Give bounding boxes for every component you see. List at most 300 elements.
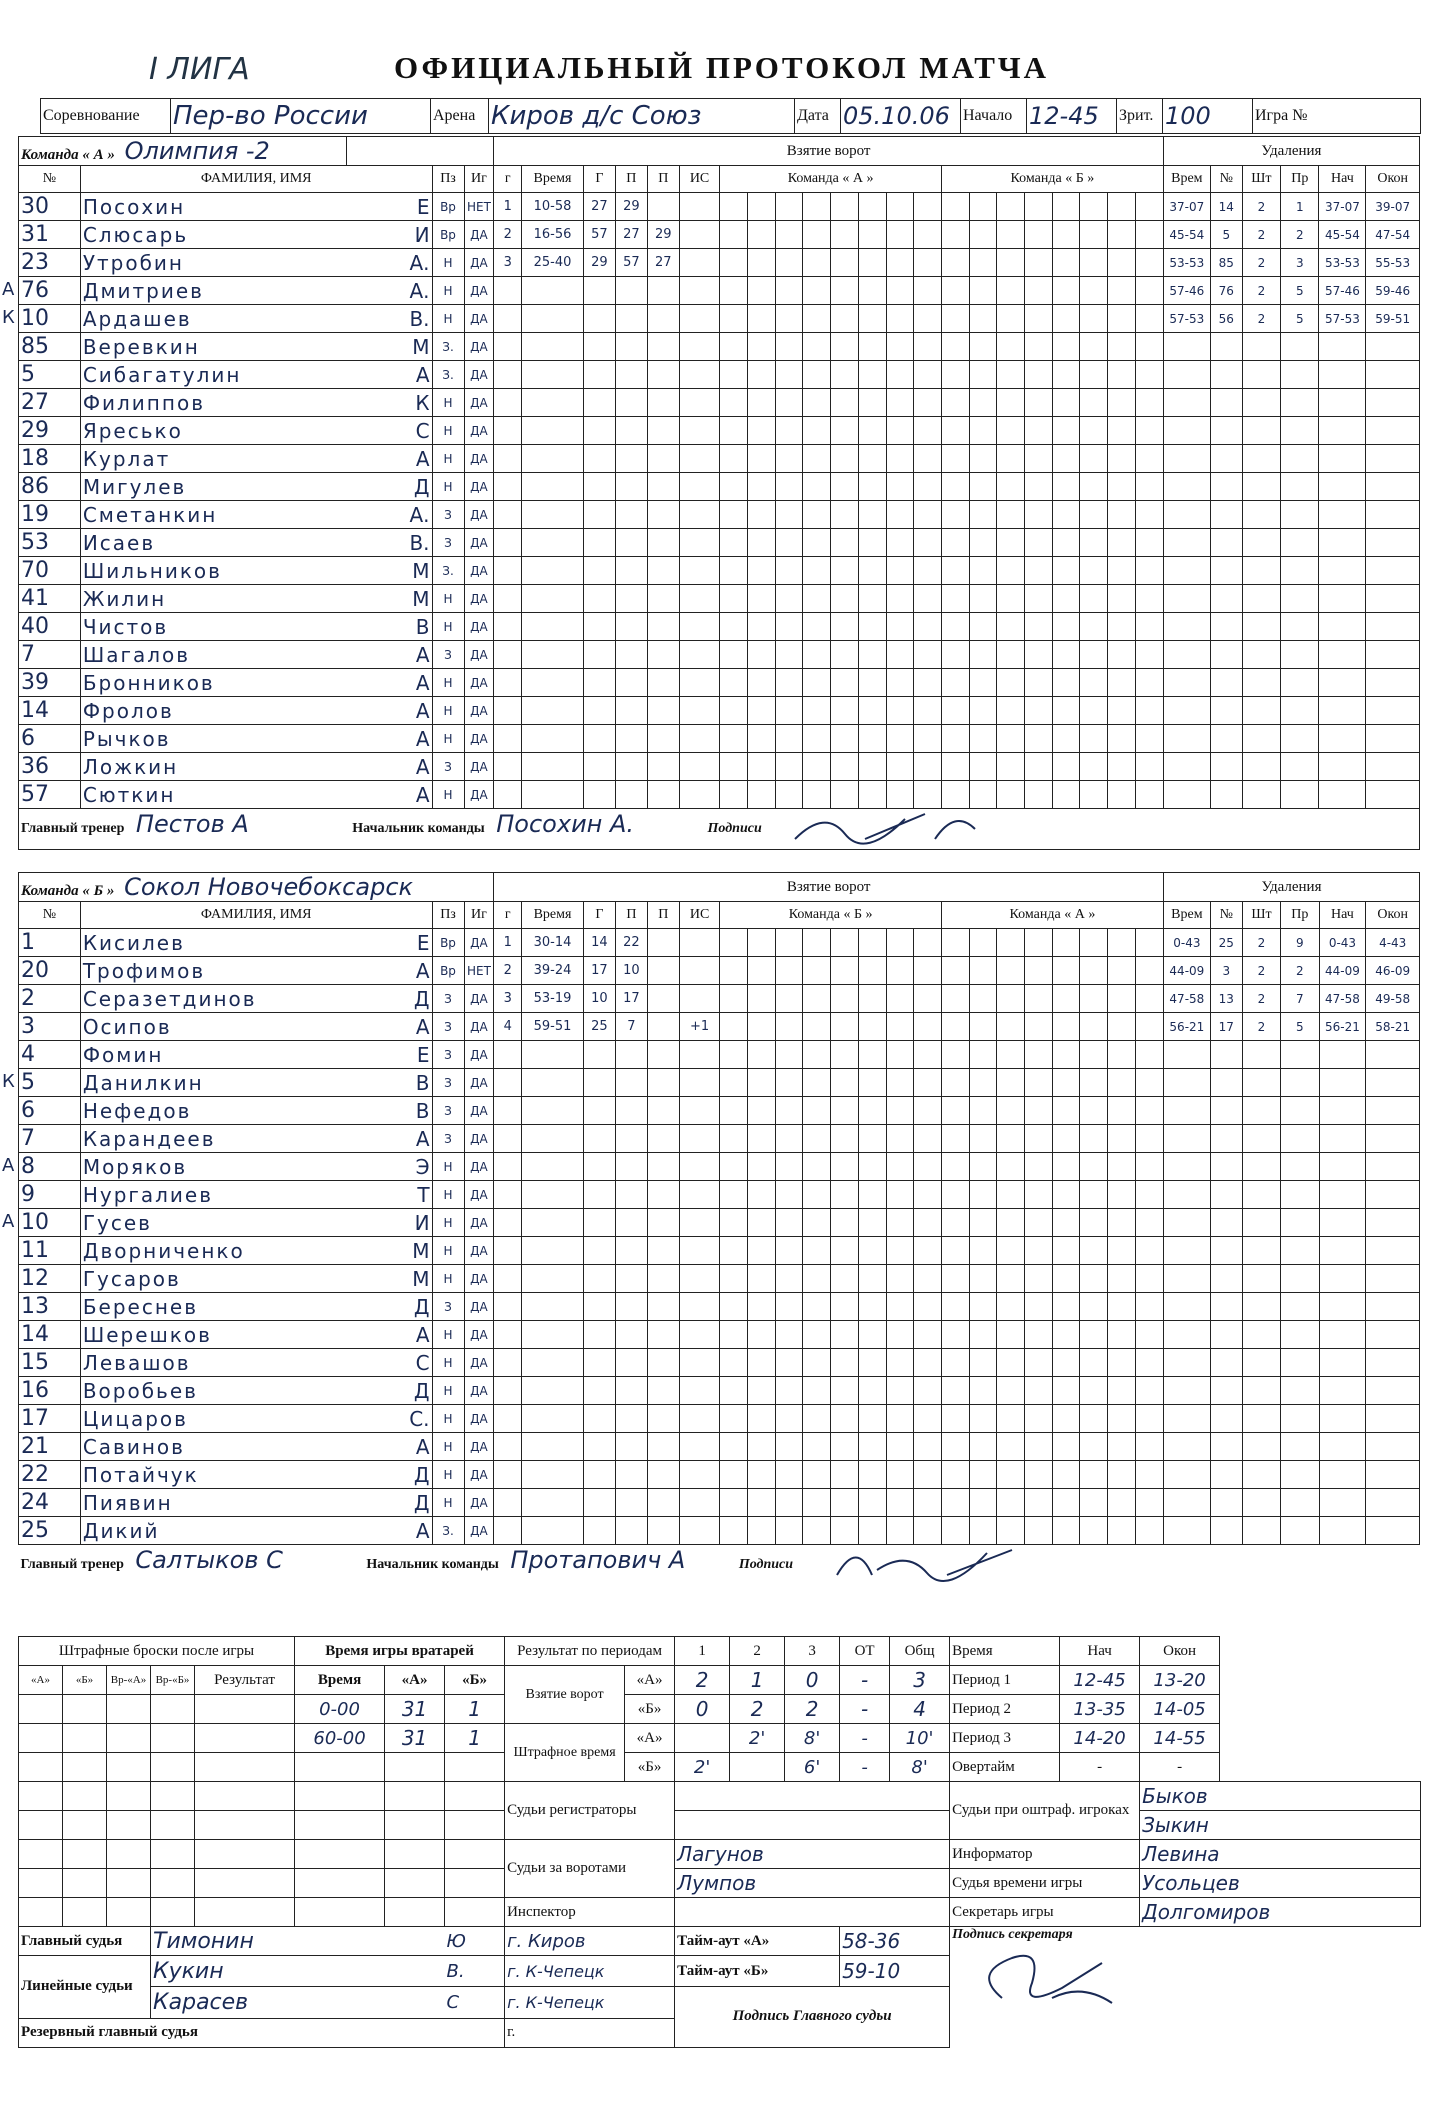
penalty-reason[interactable] xyxy=(1281,1321,1319,1349)
goal-number[interactable] xyxy=(494,585,522,613)
goal-number[interactable] xyxy=(494,1517,522,1545)
goal-number[interactable]: 4 xyxy=(494,1013,522,1041)
goal-number[interactable]: 3 xyxy=(494,249,522,277)
goal-assist-2[interactable] xyxy=(647,557,679,585)
player-plays[interactable]: ДА xyxy=(464,641,494,669)
goal-scorer[interactable] xyxy=(583,585,615,613)
penalty-reason[interactable] xyxy=(1281,557,1319,585)
goal-scorer[interactable] xyxy=(583,361,615,389)
goal-assist-2[interactable] xyxy=(647,669,679,697)
goal-assist-1[interactable] xyxy=(615,1097,647,1125)
goal-time[interactable] xyxy=(522,1433,584,1461)
player-name[interactable]: Шерешков xyxy=(80,1321,346,1349)
penalty-end[interactable] xyxy=(1366,417,1420,445)
goal-scorer[interactable] xyxy=(583,445,615,473)
penalty-player[interactable]: 85 xyxy=(1210,249,1242,277)
player-position[interactable]: Н xyxy=(432,277,464,305)
player-initial[interactable]: И xyxy=(347,1209,432,1237)
player-initial[interactable]: В. xyxy=(347,305,432,333)
player-position[interactable]: З xyxy=(432,1041,464,1069)
player-plays[interactable]: ДА xyxy=(464,929,494,957)
goal-number[interactable] xyxy=(494,753,522,781)
player-position[interactable]: Н xyxy=(432,585,464,613)
player-initial[interactable]: Т xyxy=(347,1181,432,1209)
goal-time[interactable]: 39-24 xyxy=(522,957,584,985)
penalty-end[interactable] xyxy=(1366,1489,1420,1517)
goal-time[interactable] xyxy=(522,389,584,417)
player-name[interactable]: Утробин xyxy=(80,249,346,277)
player-initial[interactable]: Е xyxy=(347,193,432,221)
player-name[interactable]: Посохин xyxy=(80,193,346,221)
goal-time[interactable] xyxy=(522,1097,584,1125)
goal-is[interactable] xyxy=(679,985,720,1013)
goal-is[interactable] xyxy=(679,781,720,809)
goal-assist-1[interactable] xyxy=(615,1405,647,1433)
penalty-end[interactable] xyxy=(1366,1321,1420,1349)
goal-scorer[interactable]: 10 xyxy=(583,985,615,1013)
player-initial[interactable]: А. xyxy=(347,501,432,529)
goal-is[interactable] xyxy=(679,417,720,445)
goal-time[interactable]: 53-19 xyxy=(522,985,584,1013)
player-name[interactable]: Нургалиев xyxy=(80,1181,346,1209)
player-position[interactable]: Н xyxy=(432,417,464,445)
goal-number[interactable] xyxy=(494,529,522,557)
player-number[interactable]: 57 xyxy=(19,781,81,809)
penalty-reason[interactable] xyxy=(1281,725,1319,753)
penalty-player[interactable] xyxy=(1210,1097,1242,1125)
goal-is[interactable] xyxy=(679,1265,720,1293)
penalty-start[interactable] xyxy=(1319,613,1366,641)
goal-scorer[interactable] xyxy=(583,1405,615,1433)
player-name[interactable]: Береснев xyxy=(80,1293,346,1321)
player-position[interactable]: Н xyxy=(432,473,464,501)
player-name[interactable]: Гусев xyxy=(80,1209,346,1237)
goal-scorer[interactable] xyxy=(583,1433,615,1461)
player-number[interactable]: 2 xyxy=(19,985,81,1013)
penalty-end[interactable] xyxy=(1366,1125,1420,1153)
goal-assist-1[interactable] xyxy=(615,613,647,641)
goal-is[interactable]: +1 xyxy=(679,1013,720,1041)
penalty-player[interactable] xyxy=(1210,1125,1242,1153)
penalty-start[interactable] xyxy=(1319,557,1366,585)
penalty-player[interactable]: 14 xyxy=(1210,193,1242,221)
penalty-end[interactable] xyxy=(1366,1041,1420,1069)
player-initial[interactable]: Д xyxy=(347,473,432,501)
player-initial[interactable]: А. xyxy=(347,277,432,305)
timekeeper[interactable]: Усольцев xyxy=(1140,1869,1421,1898)
goal-assist-2[interactable] xyxy=(647,305,679,333)
goal-scorer[interactable] xyxy=(583,753,615,781)
player-number[interactable]: 41 xyxy=(19,585,81,613)
penalty-minutes[interactable]: 2 xyxy=(1242,1013,1280,1041)
goal-assist-2[interactable] xyxy=(647,1293,679,1321)
player-initial[interactable]: С xyxy=(347,1349,432,1377)
penalty-time[interactable]: 57-53 xyxy=(1163,305,1210,333)
player-name[interactable]: Нефедов xyxy=(80,1097,346,1125)
penalty-start[interactable] xyxy=(1319,725,1366,753)
timeout-b[interactable]: 59-10 xyxy=(840,1956,950,1987)
penalty-end[interactable] xyxy=(1366,753,1420,781)
player-position[interactable]: Н xyxy=(432,1489,464,1517)
penalty-time[interactable] xyxy=(1163,1489,1210,1517)
player-plays[interactable]: ДА xyxy=(464,1517,494,1545)
penalty-start[interactable] xyxy=(1319,1489,1366,1517)
goal-scorer[interactable] xyxy=(583,1041,615,1069)
penalty-end[interactable] xyxy=(1366,641,1420,669)
penalty-time[interactable] xyxy=(1163,1069,1210,1097)
penalty-start[interactable]: 0-43 xyxy=(1319,929,1366,957)
penalty-minutes[interactable] xyxy=(1242,585,1280,613)
penalty-end[interactable] xyxy=(1366,669,1420,697)
linesman-2-init[interactable]: С xyxy=(445,1987,505,2018)
penalty-start[interactable]: 53-53 xyxy=(1319,249,1366,277)
penalty-player[interactable]: 5 xyxy=(1210,221,1242,249)
penalty-reason[interactable] xyxy=(1281,389,1319,417)
player-initial[interactable]: А xyxy=(347,361,432,389)
penalty-minutes[interactable] xyxy=(1242,1517,1280,1545)
player-position[interactable]: З xyxy=(432,1069,464,1097)
penalty-player[interactable] xyxy=(1210,1293,1242,1321)
penalty-player[interactable] xyxy=(1210,641,1242,669)
player-position[interactable]: З xyxy=(432,753,464,781)
player-name[interactable]: Савинов xyxy=(80,1433,346,1461)
penalty-minutes[interactable] xyxy=(1242,1209,1280,1237)
penalty-reason[interactable] xyxy=(1281,641,1319,669)
goal-assist-1[interactable] xyxy=(615,389,647,417)
player-position[interactable]: З xyxy=(432,529,464,557)
goal-time[interactable] xyxy=(522,529,584,557)
penalty-player[interactable] xyxy=(1210,333,1242,361)
goal-is[interactable] xyxy=(679,557,720,585)
player-position[interactable]: З xyxy=(432,641,464,669)
penalty-time[interactable]: 45-54 xyxy=(1163,221,1210,249)
goal-number[interactable] xyxy=(494,1153,522,1181)
penalty-reason[interactable]: 5 xyxy=(1281,1013,1319,1041)
goal-scorer[interactable] xyxy=(583,1293,615,1321)
goal-scorer[interactable] xyxy=(583,641,615,669)
player-number[interactable]: 29 xyxy=(19,417,81,445)
player-plays[interactable]: ДА xyxy=(464,221,494,249)
goal-assist-2[interactable] xyxy=(647,1013,679,1041)
goal-time[interactable] xyxy=(522,1041,584,1069)
goal-is[interactable] xyxy=(679,445,720,473)
player-position[interactable]: Н xyxy=(432,697,464,725)
penalty-end[interactable] xyxy=(1366,1349,1420,1377)
penalty-box-judge-2[interactable]: Зыкин xyxy=(1140,1811,1421,1840)
penalty-start[interactable] xyxy=(1319,389,1366,417)
player-plays[interactable]: ДА xyxy=(464,1153,494,1181)
goal-scorer[interactable] xyxy=(583,1153,615,1181)
goal-number[interactable] xyxy=(494,1377,522,1405)
goal-is[interactable] xyxy=(679,641,720,669)
player-initial[interactable]: А xyxy=(347,1517,432,1545)
penalty-reason[interactable] xyxy=(1281,529,1319,557)
penalty-start[interactable] xyxy=(1319,697,1366,725)
penalty-start[interactable] xyxy=(1319,445,1366,473)
player-name[interactable]: Дмитриев xyxy=(80,277,346,305)
player-plays[interactable]: ДА xyxy=(464,277,494,305)
penalty-start[interactable] xyxy=(1319,473,1366,501)
player-initial[interactable]: Д xyxy=(347,985,432,1013)
player-initial[interactable]: А xyxy=(347,753,432,781)
penalty-reason[interactable] xyxy=(1281,1209,1319,1237)
goal-time[interactable] xyxy=(522,585,584,613)
penalty-reason[interactable] xyxy=(1281,1377,1319,1405)
player-plays[interactable]: ДА xyxy=(464,669,494,697)
player-plays[interactable]: ДА xyxy=(464,1377,494,1405)
goal-is[interactable] xyxy=(679,1433,720,1461)
penalty-reason[interactable] xyxy=(1281,1097,1319,1125)
penalty-start[interactable]: 44-09 xyxy=(1319,957,1366,985)
penalty-minutes[interactable] xyxy=(1242,1125,1280,1153)
player-name[interactable]: Карандеев xyxy=(80,1125,346,1153)
goal-assist-1[interactable] xyxy=(615,1433,647,1461)
penalty-reason[interactable] xyxy=(1281,1265,1319,1293)
competition-value[interactable]: Пер-во России xyxy=(171,99,431,134)
player-position[interactable]: Вр xyxy=(432,193,464,221)
penalty-player[interactable]: 13 xyxy=(1210,985,1242,1013)
penalty-time[interactable]: 47-58 xyxy=(1163,985,1210,1013)
penalty-player[interactable] xyxy=(1210,1349,1242,1377)
penalty-player[interactable] xyxy=(1210,1069,1242,1097)
player-plays[interactable]: ДА xyxy=(464,725,494,753)
penalty-reason[interactable] xyxy=(1281,1461,1319,1489)
penalty-start[interactable] xyxy=(1319,1433,1366,1461)
penalty-end[interactable] xyxy=(1366,781,1420,809)
penalty-time[interactable] xyxy=(1163,1461,1210,1489)
penalty-end[interactable] xyxy=(1366,585,1420,613)
goal-scorer[interactable] xyxy=(583,1377,615,1405)
goal-number[interactable] xyxy=(494,669,522,697)
penalty-reason[interactable] xyxy=(1281,333,1319,361)
goal-scorer[interactable] xyxy=(583,1209,615,1237)
goal-scorer[interactable] xyxy=(583,1181,615,1209)
goal-time[interactable] xyxy=(522,1349,584,1377)
player-name[interactable]: Моряков xyxy=(80,1153,346,1181)
goal-is[interactable] xyxy=(679,929,720,957)
player-name[interactable]: Дикий xyxy=(80,1517,346,1545)
penalty-minutes[interactable] xyxy=(1242,473,1280,501)
penalty-time[interactable] xyxy=(1163,417,1210,445)
player-initial[interactable]: М xyxy=(347,333,432,361)
goal-assist-1[interactable] xyxy=(615,585,647,613)
penalty-start[interactable] xyxy=(1319,1461,1366,1489)
goal-scorer[interactable] xyxy=(583,529,615,557)
penalty-minutes[interactable] xyxy=(1242,613,1280,641)
penalty-reason[interactable]: 9 xyxy=(1281,929,1319,957)
penalty-end[interactable] xyxy=(1366,1237,1420,1265)
penalty-time[interactable] xyxy=(1163,1041,1210,1069)
penalty-reason[interactable] xyxy=(1281,1041,1319,1069)
player-initial[interactable]: И xyxy=(347,221,432,249)
penalty-reason[interactable] xyxy=(1281,697,1319,725)
goal-scorer[interactable] xyxy=(583,389,615,417)
penalty-time[interactable] xyxy=(1163,389,1210,417)
penalty-time[interactable] xyxy=(1163,501,1210,529)
goal-is[interactable] xyxy=(679,613,720,641)
penalty-end[interactable] xyxy=(1366,725,1420,753)
goal-is[interactable] xyxy=(679,1209,720,1237)
player-plays[interactable]: ДА xyxy=(464,1125,494,1153)
penalty-start[interactable] xyxy=(1319,1349,1366,1377)
goal-time[interactable] xyxy=(522,641,584,669)
penalty-time[interactable] xyxy=(1163,781,1210,809)
player-initial[interactable]: В. xyxy=(347,529,432,557)
player-number[interactable]: 13 xyxy=(19,1293,81,1321)
player-number[interactable]: 23 xyxy=(19,249,81,277)
penalty-end[interactable] xyxy=(1366,445,1420,473)
goal-assist-2[interactable] xyxy=(647,1209,679,1237)
player-name[interactable]: Сюткин xyxy=(80,781,346,809)
player-plays[interactable]: НЕТ xyxy=(464,957,494,985)
penalty-player[interactable] xyxy=(1210,669,1242,697)
player-initial[interactable]: А xyxy=(347,1125,432,1153)
player-name[interactable]: Шагалов xyxy=(80,641,346,669)
goal-number[interactable] xyxy=(494,361,522,389)
goal-scorer[interactable] xyxy=(583,697,615,725)
player-plays[interactable]: НЕТ xyxy=(464,193,494,221)
player-name[interactable]: Бронников xyxy=(80,669,346,697)
goal-assist-2[interactable] xyxy=(647,333,679,361)
player-plays[interactable]: ДА xyxy=(464,1237,494,1265)
team-b-coach[interactable]: Салтыков С xyxy=(135,1546,283,1575)
informer[interactable]: Левина xyxy=(1140,1840,1421,1869)
penalty-time[interactable] xyxy=(1163,361,1210,389)
penalty-end[interactable] xyxy=(1366,1377,1420,1405)
player-name[interactable]: Исаев xyxy=(80,529,346,557)
penalty-time[interactable] xyxy=(1163,1293,1210,1321)
penalty-start[interactable] xyxy=(1319,361,1366,389)
penalty-start[interactable]: 37-07 xyxy=(1319,193,1366,221)
player-position[interactable]: Н xyxy=(432,1153,464,1181)
penalty-reason[interactable] xyxy=(1281,669,1319,697)
player-name[interactable]: Цицаров xyxy=(80,1405,346,1433)
penalty-minutes[interactable] xyxy=(1242,641,1280,669)
player-plays[interactable]: ДА xyxy=(464,1097,494,1125)
penalty-end[interactable] xyxy=(1366,1209,1420,1237)
penalty-player[interactable]: 56 xyxy=(1210,305,1242,333)
goal-is[interactable] xyxy=(679,585,720,613)
goal-scorer[interactable] xyxy=(583,333,615,361)
goal-assist-2[interactable]: 27 xyxy=(647,249,679,277)
penalty-start[interactable] xyxy=(1319,781,1366,809)
penalty-end[interactable] xyxy=(1366,1097,1420,1125)
penalty-minutes[interactable]: 2 xyxy=(1242,957,1280,985)
goal-is[interactable] xyxy=(679,529,720,557)
team-a-coach[interactable]: Пестов А xyxy=(135,810,249,839)
player-position[interactable]: Н xyxy=(432,1321,464,1349)
penalty-start[interactable] xyxy=(1319,1125,1366,1153)
player-position[interactable]: Н xyxy=(432,1265,464,1293)
player-number[interactable]: 36 xyxy=(19,753,81,781)
goal-judge-2[interactable]: Лумпов xyxy=(675,1869,950,1898)
penalty-start[interactable] xyxy=(1319,1405,1366,1433)
goal-scorer[interactable]: 17 xyxy=(583,957,615,985)
goal-assist-1[interactable] xyxy=(615,781,647,809)
goal-assist-2[interactable] xyxy=(647,1097,679,1125)
goal-assist-2[interactable] xyxy=(647,1237,679,1265)
player-name[interactable]: Фомин xyxy=(80,1041,346,1069)
goal-number[interactable]: 3 xyxy=(494,985,522,1013)
penalty-end[interactable] xyxy=(1366,1181,1420,1209)
goal-number[interactable] xyxy=(494,277,522,305)
goal-scorer[interactable] xyxy=(583,613,615,641)
secretary[interactable]: Долгомиров xyxy=(1140,1898,1421,1927)
goal-scorer[interactable] xyxy=(583,277,615,305)
goal-time[interactable] xyxy=(522,473,584,501)
player-position[interactable]: З xyxy=(432,1293,464,1321)
goal-number[interactable] xyxy=(494,557,522,585)
penalty-player[interactable] xyxy=(1210,1041,1242,1069)
goal-assist-1[interactable] xyxy=(615,725,647,753)
player-number[interactable]: 22 xyxy=(19,1461,81,1489)
goal-assist-1[interactable] xyxy=(615,529,647,557)
penalty-reason[interactable]: 2 xyxy=(1281,957,1319,985)
goal-assist-1[interactable] xyxy=(615,1153,647,1181)
goal-assist-1[interactable] xyxy=(615,1069,647,1097)
goal-scorer[interactable] xyxy=(583,669,615,697)
player-initial[interactable]: Д xyxy=(347,1377,432,1405)
player-position[interactable]: Н xyxy=(432,249,464,277)
penalty-player[interactable] xyxy=(1210,361,1242,389)
goal-assist-2[interactable] xyxy=(647,985,679,1013)
player-name[interactable]: Яресько xyxy=(80,417,346,445)
penalty-time[interactable] xyxy=(1163,669,1210,697)
penalty-end[interactable] xyxy=(1366,1069,1420,1097)
goal-scorer[interactable]: 57 xyxy=(583,221,615,249)
player-number[interactable]: 4 xyxy=(19,1041,81,1069)
player-plays[interactable]: ДА xyxy=(464,557,494,585)
penalty-end[interactable]: 4-43 xyxy=(1366,929,1420,957)
penalty-time[interactable] xyxy=(1163,1209,1210,1237)
player-initial[interactable]: Е xyxy=(347,1041,432,1069)
player-plays[interactable]: ДА xyxy=(464,473,494,501)
penalty-minutes[interactable] xyxy=(1242,389,1280,417)
penalty-minutes[interactable] xyxy=(1242,1069,1280,1097)
team-b-chief[interactable]: Протапович А xyxy=(510,1546,686,1575)
goal-time[interactable] xyxy=(522,1181,584,1209)
player-position[interactable]: З xyxy=(432,501,464,529)
goal-assist-1[interactable] xyxy=(615,1265,647,1293)
goal-number[interactable]: 2 xyxy=(494,221,522,249)
goal-assist-2[interactable] xyxy=(647,501,679,529)
goal-assist-2[interactable] xyxy=(647,1405,679,1433)
penalty-start[interactable] xyxy=(1319,1069,1366,1097)
goal-assist-1[interactable] xyxy=(615,1489,647,1517)
goal-is[interactable] xyxy=(679,1489,720,1517)
penalty-end[interactable]: 58-21 xyxy=(1366,1013,1420,1041)
goal-scorer[interactable] xyxy=(583,1517,615,1545)
goal-number[interactable]: 2 xyxy=(494,957,522,985)
penalty-time[interactable] xyxy=(1163,473,1210,501)
penalty-end[interactable] xyxy=(1366,361,1420,389)
spectators-value[interactable]: 100 xyxy=(1163,99,1253,134)
player-position[interactable]: Н xyxy=(432,389,464,417)
goal-time[interactable] xyxy=(522,781,584,809)
goal-number[interactable] xyxy=(494,1265,522,1293)
penalty-reason[interactable] xyxy=(1281,1153,1319,1181)
goal-assist-1[interactable] xyxy=(615,361,647,389)
goal-scorer[interactable] xyxy=(583,1097,615,1125)
goal-is[interactable] xyxy=(679,697,720,725)
penalty-minutes[interactable] xyxy=(1242,557,1280,585)
penalty-end[interactable] xyxy=(1366,1405,1420,1433)
player-plays[interactable]: ДА xyxy=(464,753,494,781)
player-initial[interactable]: А xyxy=(347,697,432,725)
player-position[interactable]: З xyxy=(432,1125,464,1153)
penalty-end[interactable] xyxy=(1366,557,1420,585)
player-plays[interactable]: ДА xyxy=(464,1069,494,1097)
